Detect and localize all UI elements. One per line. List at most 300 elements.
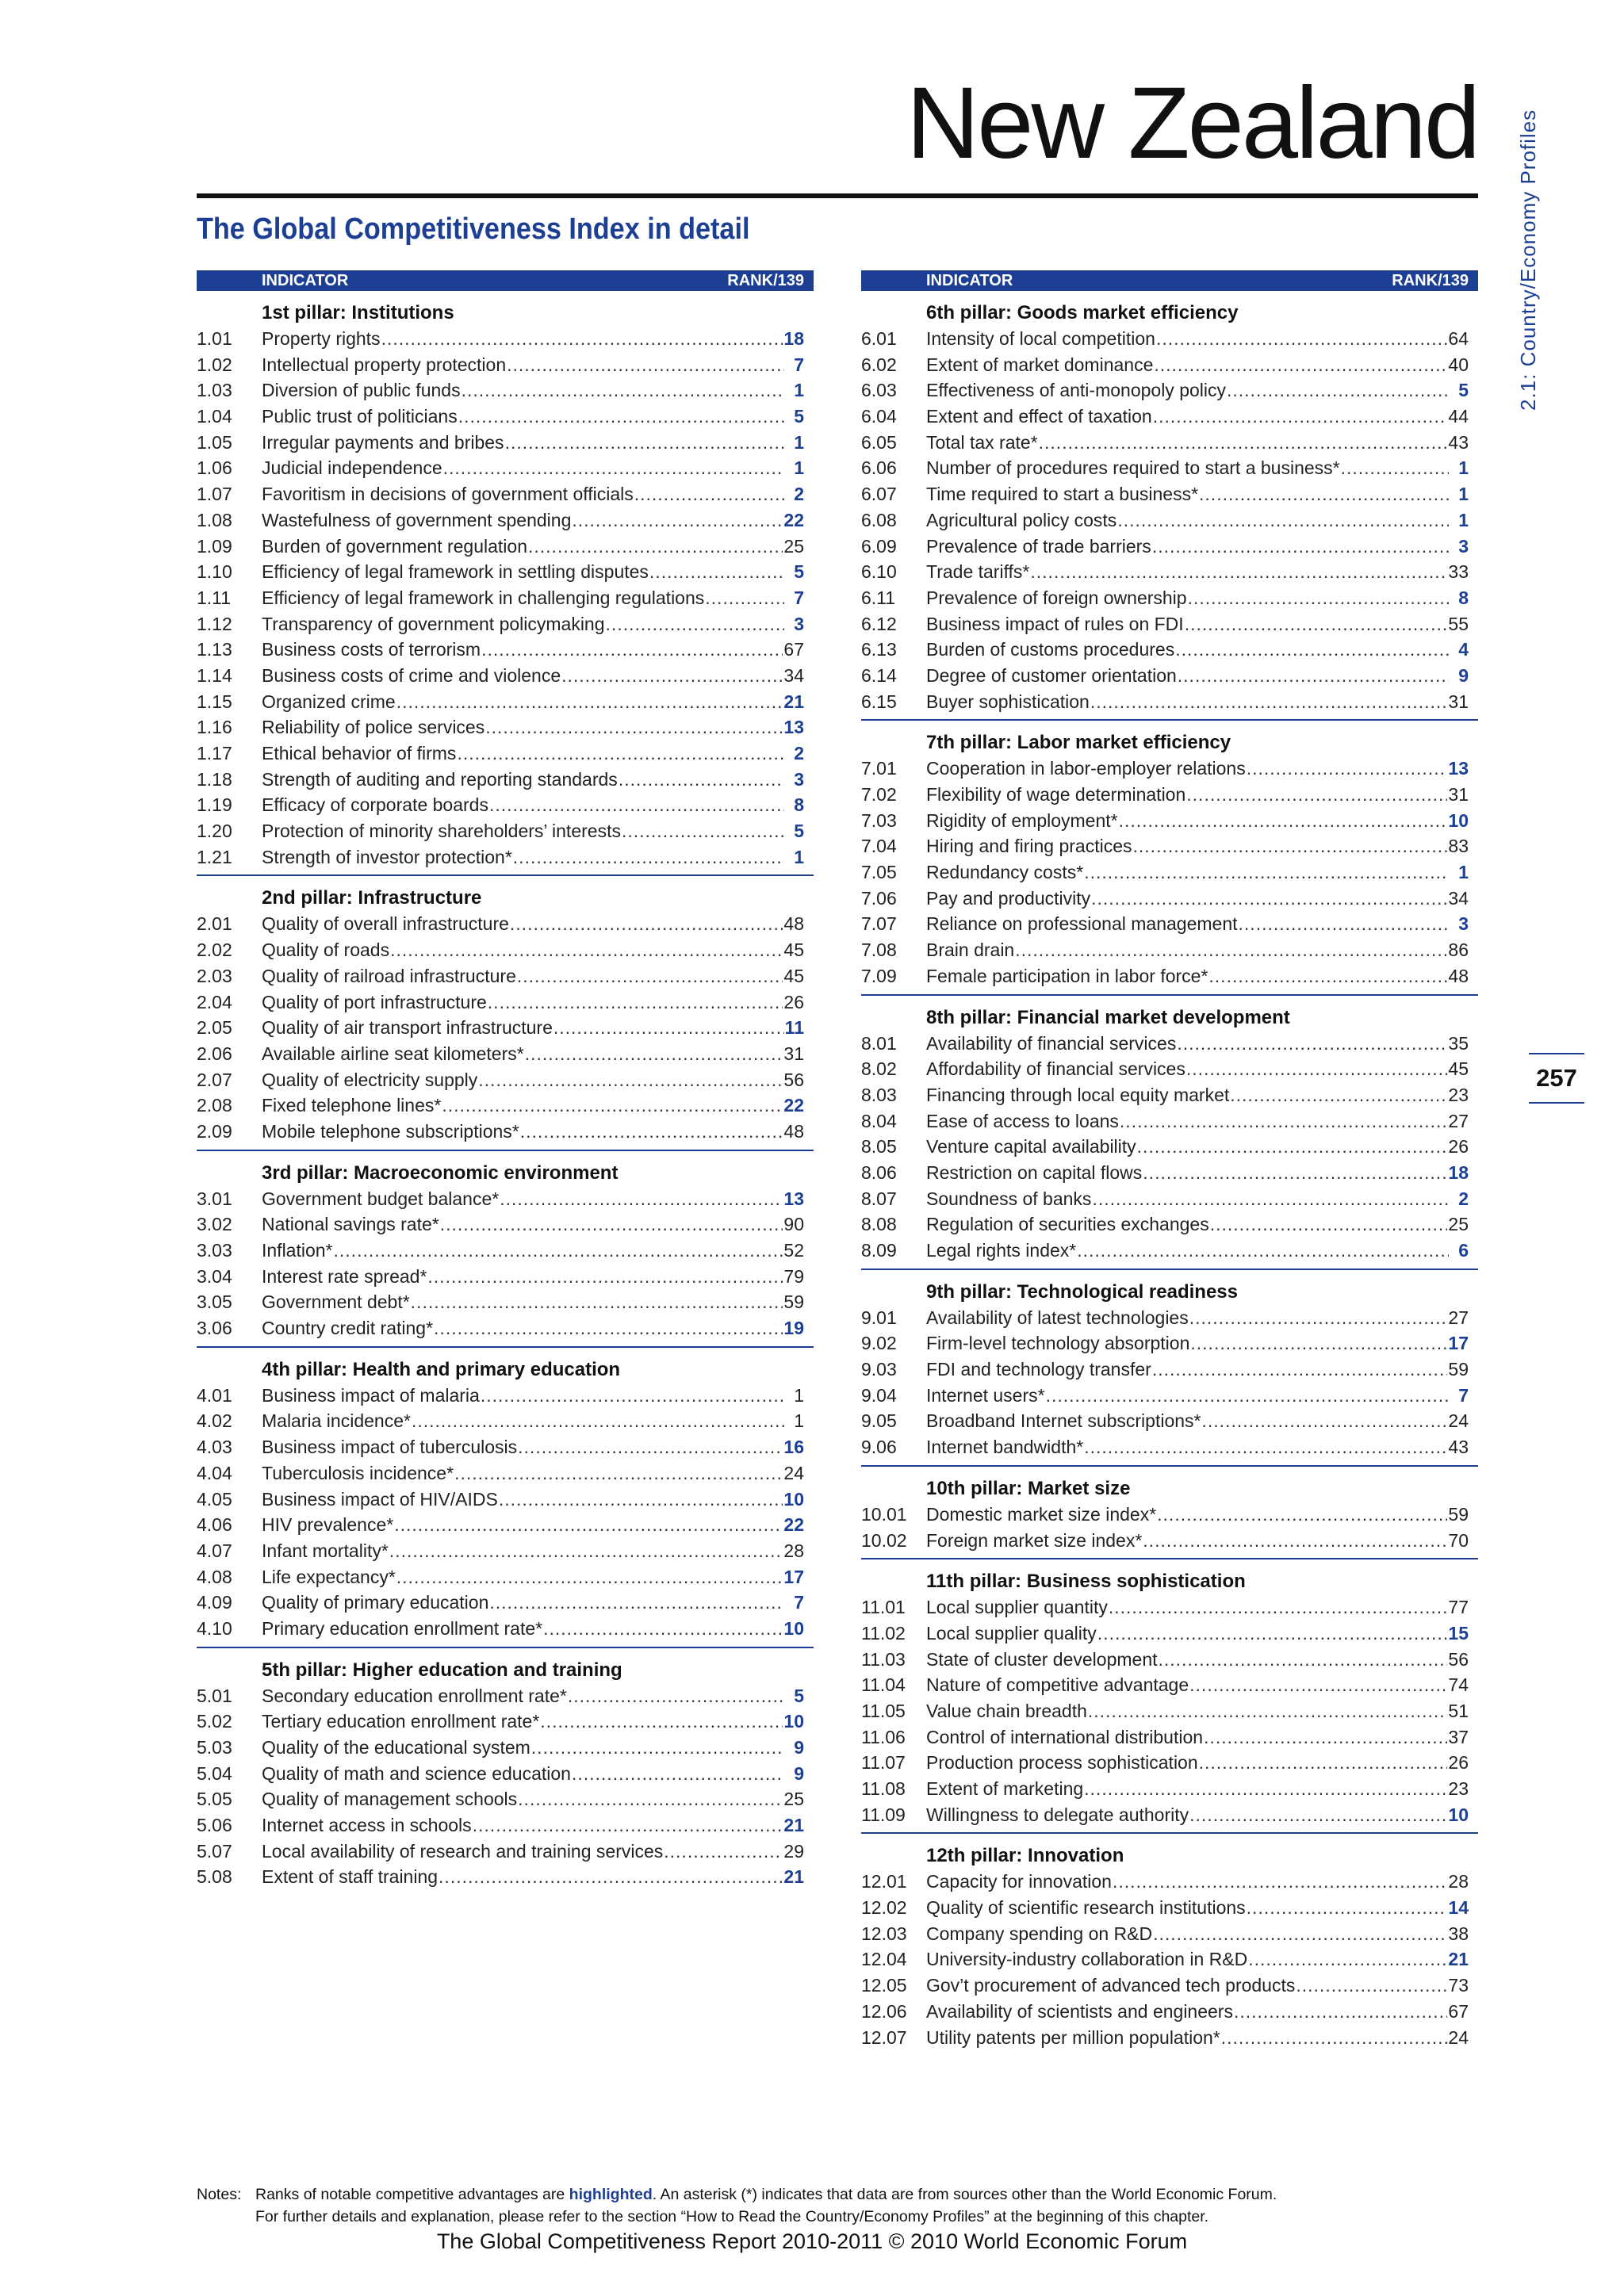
indicator-row [197,1538,814,1564]
dot-leader [1109,1594,1448,1621]
indicator-row [861,2025,1478,2051]
indicator-code: 11.03 [861,1648,906,1670]
indicator-rank: 28 [783,1540,804,1561]
indicator-label: Cooperation in labor-employer relations [926,758,1246,779]
indicator-rank: 25 [783,535,804,557]
indicator-rank: 9 [794,1737,804,1758]
indicator-code: 9.05 [861,1410,897,1432]
indicator-rank: 4 [1458,639,1469,660]
dot-leader [442,1093,783,1119]
indicator-label: Judicial independence [262,457,442,479]
pillar-title: 3rd pillar: Macroeconomic environment [262,1161,619,1184]
indicator-label: Quality of roads [262,939,390,961]
indicator-label: Legal rights index* [926,1240,1077,1261]
indicator-label: Primary education enrollment rate* [262,1617,543,1639]
indicator-row [197,326,814,352]
indicator-rank: 10 [783,1711,804,1732]
indicator-row [861,1305,1478,1331]
indicator-row [861,611,1478,637]
indicator-row [861,1647,1478,1673]
indicator-row [861,455,1478,481]
indicator-label: Local supplier quality [926,1622,1097,1644]
indicator-row [861,808,1478,834]
indicator-rank: 5 [794,561,804,583]
indicator-row [197,1264,814,1290]
dot-leader [1189,1672,1447,1698]
pillar-block [861,730,1478,995]
dot-leader [1199,1750,1448,1776]
dot-leader [543,1616,783,1642]
dot-leader [1137,1134,1448,1160]
pillar-title: 4th pillar: Health and primary education [262,1358,621,1380]
indicator-code: 11.07 [861,1752,906,1774]
indicator-rank: 22 [783,1514,804,1536]
indicator-label: Protection of minority shareholders’ interests [262,821,621,842]
indicator-label: Female participation in labor force* [926,965,1208,986]
dot-leader [489,1590,784,1616]
pillar-title: 5th pillar: Higher education and training [262,1659,622,1681]
indicator-rank: 28 [1448,1871,1469,1892]
indicator-rank: 48 [783,1120,804,1142]
indicator-label: Brain drain [926,939,1015,961]
indicator-rank: 2 [1458,1188,1469,1209]
indicator-code: 5.01 [197,1685,232,1706]
indicator-row [197,1211,814,1238]
indicator-label: Fixed telephone lines* [262,1095,442,1116]
pillar-block [861,1005,1478,1270]
dot-leader [434,1315,783,1341]
indicator-rank: 23 [1448,1084,1469,1105]
indicator-rank: 8 [794,794,804,816]
indicator-row [197,1315,814,1341]
indicator-label: Production process sophistication [926,1752,1198,1774]
indicator-code: 8.09 [861,1240,897,1261]
dot-leader [458,404,784,430]
indicator-code: 12.01 [861,1871,907,1892]
indicator-label: Property rights [262,328,381,349]
notes-text-2: . An asterisk (*) indicates that data are from sources other than the World Economic Forum. [652,2186,1277,2203]
indicator-code: 1.15 [197,691,232,712]
indicator-rank: 77 [1448,1597,1469,1618]
indicator-code: 1.01 [197,328,232,349]
indicator-code: 5.05 [197,1789,232,1810]
indicator-code: 4.06 [197,1514,232,1536]
indicator-row [861,481,1478,507]
indicator-row [197,1735,814,1761]
dot-leader [381,326,783,352]
indicator-row [197,637,814,663]
indicator-label: Quality of railroad infrastructure [262,965,516,986]
dot-leader [568,1683,784,1709]
indicator-rank: 45 [783,939,804,961]
indicator-label: Extent and effect of taxation [926,406,1152,427]
pillar-title: 2nd pillar: Infrastructure [262,887,482,909]
indicator-rank: 14 [1448,1897,1469,1919]
indicator-label: Secondary education enrollment rate* [262,1685,567,1706]
indicator-label: Internet bandwidth* [926,1437,1084,1458]
indicator-label: Domestic market size index* [926,1503,1157,1525]
indicator-rank: 26 [1448,1136,1469,1158]
indicator-row [861,1528,1478,1554]
dot-leader [439,1864,783,1890]
indicator-row [861,1698,1478,1724]
indicator-row [861,1869,1478,1895]
indicator-rank: 21 [1448,1949,1469,1970]
indicator-row [861,1672,1478,1698]
indicator-label: Business impact of tuberculosis [262,1437,518,1458]
indicator-code: 1.18 [197,768,232,790]
dot-leader [462,377,784,404]
indicator-row [197,1460,814,1487]
indicator-row [197,1015,814,1041]
indicator-row [197,1289,814,1315]
pillar-list [861,300,1478,2055]
indicator-label: Hiring and firing practices [926,836,1132,857]
section-title: The Global Competitiveness Index in detail [197,212,750,246]
dot-leader [664,1839,783,1865]
indicator-row [197,1238,814,1264]
indicator-label: Strength of investor protection* [262,846,512,867]
indicator-row [861,1434,1478,1460]
indicator-rank: 3 [1458,535,1469,557]
indicator-label: Control of international distribution [926,1726,1204,1747]
indicator-code: 7.07 [861,913,897,935]
pillar-block [197,300,814,876]
indicator-row [861,1621,1478,1647]
indicator-code: 1.14 [197,664,232,686]
indicator-code: 1.19 [197,794,232,816]
indicator-rank: 11 [784,1017,804,1039]
dot-leader [412,1408,784,1434]
indicator-rank: 24 [783,1462,804,1483]
indicator-label: Quality of electricity supply [262,1069,478,1090]
indicator-label: Intensity of local competition [926,328,1155,349]
indicator-rank: 10 [1448,1804,1469,1825]
dot-leader [1084,1434,1447,1460]
dot-leader [1178,663,1449,689]
dot-leader [528,534,783,560]
indicator-code: 6.07 [861,484,897,505]
indicator-code: 6.06 [861,457,897,479]
pillar-title: 1st pillar: Institutions [262,302,454,323]
indicator-row [197,844,814,871]
indicator-code: 8.01 [861,1032,897,1054]
indicator-rank: 7 [1458,1384,1469,1406]
indicator-label: Utility patents per million population* [926,2026,1220,2048]
indicator-row [861,507,1478,534]
pillar-title: 9th pillar: Technological readiness [926,1280,1238,1303]
indicator-rank: 10 [783,1617,804,1639]
indicator-rank: 52 [783,1240,804,1261]
right-column [861,270,1478,2064]
indicator-row [861,1594,1478,1621]
indicator-row [861,377,1478,404]
dot-leader [1189,1305,1448,1331]
indicator-label: Business costs of terrorism [262,639,481,660]
indicator-label: Quality of scientific research institutions [926,1897,1246,1919]
dot-leader [1175,637,1449,663]
dot-leader [1210,1211,1448,1238]
pillar-title: 10th pillar: Market size [926,1477,1131,1499]
dot-leader [1188,585,1449,611]
dot-leader [1084,859,1449,886]
indicator-row [197,1408,814,1434]
dot-leader [1156,326,1447,352]
indicator-code: 8.07 [861,1188,897,1209]
indicator-code: 1.09 [197,535,232,557]
indicator-row [861,1160,1478,1186]
dot-leader [440,1211,783,1238]
dot-leader [1153,404,1448,430]
indicator-label: Quality of primary education [262,1592,489,1613]
indicator-label: Diversion of public funds [262,380,461,401]
indicator-row [197,1119,814,1145]
dot-leader [499,1487,783,1513]
notes-highlight-word: highlighted [569,2186,653,2203]
indicator-code: 8.06 [861,1161,897,1183]
indicator-rank: 24 [1448,1410,1469,1432]
dot-leader [510,911,783,937]
indicator-code: 4.10 [197,1617,232,1639]
indicator-rank: 5 [794,1685,804,1706]
indicator-rank: 44 [1448,406,1469,427]
indicator-code: 2.04 [197,991,232,1012]
dot-leader [396,689,783,715]
indicator-row [861,1750,1478,1776]
indicator-rank: 45 [1448,1058,1469,1080]
indicator-code: 7.09 [861,965,897,986]
dot-leader [572,1761,784,1787]
dot-leader [520,1119,783,1145]
indicator-label: Government debt* [262,1292,410,1313]
indicator-label: University-industry collaboration in R&D [926,1949,1248,1970]
indicator-rank: 5 [794,821,804,842]
dot-leader [473,1812,783,1839]
dot-leader [1090,689,1448,715]
pillar-block [861,1476,1478,1559]
indicator-label: Extent of market dominance [926,354,1154,375]
indicator-rank: 64 [1448,328,1469,349]
indicator-code: 10.02 [861,1529,907,1551]
notes-line-1 [197,2183,1481,2206]
dot-leader [1230,1082,1447,1108]
indicator-header: INDICATOR [262,271,349,289]
indicator-code: 11.01 [861,1597,906,1618]
indicator-code: 3.01 [197,1188,232,1209]
indicator-row [197,1616,814,1642]
dot-leader [1296,1973,1447,1999]
indicator-label: State of cluster development [926,1648,1158,1670]
dot-leader [1039,430,1448,456]
indicator-row [197,689,814,715]
indicator-rank: 1 [794,1410,804,1432]
indicator-row [861,430,1478,456]
indicator-rank: 5 [794,406,804,427]
indicator-code: 4.05 [197,1488,232,1510]
indicator-code: 3.05 [197,1292,232,1313]
dot-leader [1143,1160,1447,1186]
indicator-label: Venture capital availability [926,1136,1136,1158]
indicator-code: 2.02 [197,939,232,961]
indicator-label: Redundancy costs* [926,862,1084,883]
indicator-label: Efficacy of corporate boards [262,794,488,816]
indicator-code: 5.03 [197,1737,232,1758]
indicator-rank: 48 [1448,965,1469,986]
indicator-rank: 34 [783,664,804,686]
indicator-rank: 59 [1448,1359,1469,1380]
dot-leader [1091,886,1447,912]
indicator-rank: 67 [1448,2000,1469,2022]
left-column [197,270,814,1904]
indicator-rank: 9 [794,1762,804,1784]
indicator-code: 10.01 [861,1503,907,1525]
indicator-code: 4.04 [197,1462,232,1483]
indicator-label: Burden of government regulation [262,535,527,557]
side-section-label: 2.1: Country/Economy Profiles [1516,109,1540,411]
indicator-label: Restriction on capital flows [926,1161,1143,1183]
indicator-code: 9.01 [861,1307,897,1328]
indicator-code: 7.03 [861,809,897,831]
indicator-label: Value chain breadth [926,1700,1087,1721]
indicator-row [861,1895,1478,1921]
dot-leader [1015,937,1447,963]
indicator-row [197,963,814,989]
indicator-row [861,833,1478,859]
dot-leader [1239,911,1449,937]
indicator-code: 6.02 [861,354,897,375]
indicator-row [861,937,1478,963]
dot-leader [1341,455,1449,481]
indicator-code: 4.07 [197,1540,232,1561]
indicator-code: 1.21 [197,846,232,867]
indicator-label: Quality of the educational system [262,1737,530,1758]
dot-leader [454,1460,783,1487]
indicator-rank: 29 [783,1840,804,1862]
indicator-label: Efficiency of legal framework in settling disputes [262,561,649,583]
dot-leader [427,1264,783,1290]
dot-leader [1186,1056,1448,1082]
indicator-rank: 26 [783,991,804,1012]
indicator-code: 5.06 [197,1815,232,1836]
indicator-code: 7.08 [861,939,897,961]
indicator-row [861,1031,1478,1057]
pillar-title: 7th pillar: Labor market efficiency [926,732,1231,754]
dot-leader [500,1186,783,1212]
indicator-code: 1.02 [197,354,232,375]
dot-leader [1097,1621,1448,1647]
indicator-code: 8.03 [861,1084,897,1105]
indicator-row [861,886,1478,912]
indicator-rank: 70 [1448,1529,1469,1551]
indicator-row [197,585,814,611]
indicator-code: 12.04 [861,1949,907,1970]
indicator-row [861,1186,1478,1212]
indicator-code: 2.07 [197,1069,232,1090]
indicator-row [197,740,814,767]
pillar-block [197,1658,814,1896]
dot-leader [649,559,784,585]
indicator-row [861,1082,1478,1108]
dot-leader [1154,352,1447,378]
indicator-label: Time required to start a business* [926,484,1199,505]
indicator-code: 6.13 [861,639,897,660]
indicator-rank: 48 [783,913,804,935]
indicator-label: Buyer sophistication [926,691,1090,712]
indicator-row [197,611,814,637]
indicator-label: Strength of auditing and reporting standards [262,768,618,790]
indicator-code: 4.02 [197,1410,232,1432]
indicator-code: 8.04 [861,1110,897,1131]
indicator-code: 4.08 [197,1566,232,1587]
dot-leader [334,1238,783,1264]
indicator-rank: 34 [1448,887,1469,909]
dot-leader [1088,1698,1448,1724]
indicator-label: Prevalence of trade barriers [926,535,1151,557]
indicator-rank: 86 [1448,939,1469,961]
indicator-code: 6.03 [861,380,897,401]
indicator-label: National savings rate* [262,1214,439,1235]
indicator-rank: 1 [794,457,804,479]
indicator-row [197,377,814,404]
indicator-row [861,1724,1478,1751]
indicator-row [197,1786,814,1812]
indicator-rank: 38 [1448,1923,1469,1944]
indicator-label: Business costs of crime and violence [262,664,561,686]
indicator-rank: 15 [1448,1622,1469,1644]
indicator-rank: 31 [1448,784,1469,805]
page-footer: The Global Competitiveness Report 2010-2011 © 2010 World Economic Forum [436,2229,1188,2253]
indicator-rank: 59 [1448,1503,1469,1525]
dot-leader [572,507,783,534]
indicator-code: 6.10 [861,561,897,583]
indicator-rank: 7 [794,354,804,375]
indicator-code: 11.09 [861,1804,906,1825]
indicator-rank: 90 [783,1214,804,1235]
indicator-code: 11.06 [861,1726,906,1747]
pillar-list [197,300,814,1895]
dot-leader [1227,377,1449,404]
dot-leader [619,767,784,793]
indicator-row [861,756,1478,782]
indicator-label: Available airline seat kilometers* [262,1043,524,1064]
indicator-label: Pay and productivity [926,887,1091,909]
indicator-label: Local availability of research and training services [262,1840,664,1862]
indicator-row [197,559,814,585]
page-number: 257 [1536,1064,1577,1092]
indicator-row [197,1434,814,1460]
indicator-label: Extent of staff training [262,1866,439,1888]
indicator-label: Agricultural policy costs [926,509,1117,530]
indicator-code: 2.05 [197,1017,232,1039]
indicator-label: Extent of marketing [926,1778,1084,1799]
indicator-row [197,1383,814,1409]
indicator-rank: 25 [1448,1214,1469,1235]
indicator-label: FDI and technology transfer [926,1359,1151,1380]
dot-leader [1248,1946,1447,1973]
indicator-label: Availability of financial services [926,1032,1177,1054]
indicator-rank: 56 [1448,1648,1469,1670]
indicator-rank: 56 [783,1069,804,1090]
indicator-row [861,585,1478,611]
indicator-rank: 9 [1458,664,1469,686]
pillar-block [861,300,1478,721]
dot-leader [505,430,784,456]
indicator-code: 7.06 [861,887,897,909]
indicator-row [197,430,814,456]
indicator-rank: 1 [1458,509,1469,530]
indicator-label: Intellectual property protection [262,354,507,375]
indicator-row [861,911,1478,937]
